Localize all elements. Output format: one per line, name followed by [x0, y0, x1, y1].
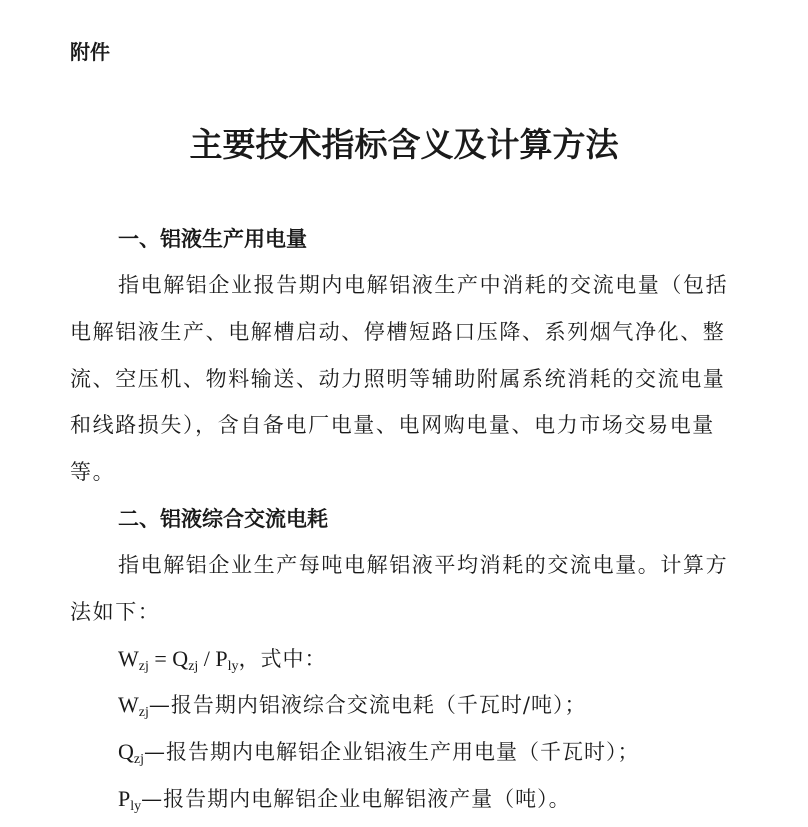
section-heading-1: 一、铝液生产用电量 — [118, 227, 307, 251]
definition-q: $Q_{zj}—$报告期内电解铝企业铝液生产用电量（千瓦时）； — [118, 739, 640, 767]
section1-line-4: 和线路损失），含自备电厂电量、电网购电量、电力市场交易电量 — [70, 413, 715, 437]
formula — [118, 644, 327, 674]
definition-w-text: —报告期内铝液综合交流电耗（千瓦时/吨）； — [148, 693, 587, 717]
definition-q-text: —报告期内电解铝企业铝液生产用电量（千瓦时）； — [144, 740, 640, 764]
section1-line-2: 电解铝液生产、电解槽启动、停槽短路口压降、系列烟气净化、整 — [70, 320, 726, 344]
definition-p: $P_{ly}—$报告期内电解铝企业电解铝液产量（吨）。 — [118, 786, 571, 814]
formula-divide: / — [198, 646, 216, 671]
definition-w: $W_{zj}—$报告期内铝液综合交流电耗（千瓦时/吨）； — [118, 692, 587, 720]
section1-line-5: 等。 — [70, 460, 116, 484]
attachment-label: 附件 — [70, 40, 110, 64]
formula-p: $P_{ly}$ — [215, 646, 239, 674]
formula-w: $W_{zj}$ — [118, 646, 149, 674]
section1-line-1: 指电解铝企业报告期内电解铝液生产中消耗的交流电量（包括 — [118, 273, 729, 297]
section2-line-1: 指电解铝企业生产每吨电解铝液平均消耗的交流电量。计算方 — [118, 553, 729, 577]
section-heading-2: 二、铝液综合交流电耗 — [118, 507, 328, 531]
section2-line-2: 法如下： — [70, 600, 161, 624]
formula-q: $Q_{zj}$ — [172, 646, 199, 674]
formula-equals: = — [148, 646, 173, 671]
definition-p-text: —报告期内电解铝企业电解铝液产量（吨）。 — [141, 787, 571, 811]
formula-tail: ，式中： — [238, 647, 327, 671]
page-title: 主要技术指标含义及计算方法 — [189, 125, 619, 164]
section1-line-3: 流、空压机、物料输送、动力照明等辅助附属系统消耗的交流电量 — [70, 367, 726, 391]
